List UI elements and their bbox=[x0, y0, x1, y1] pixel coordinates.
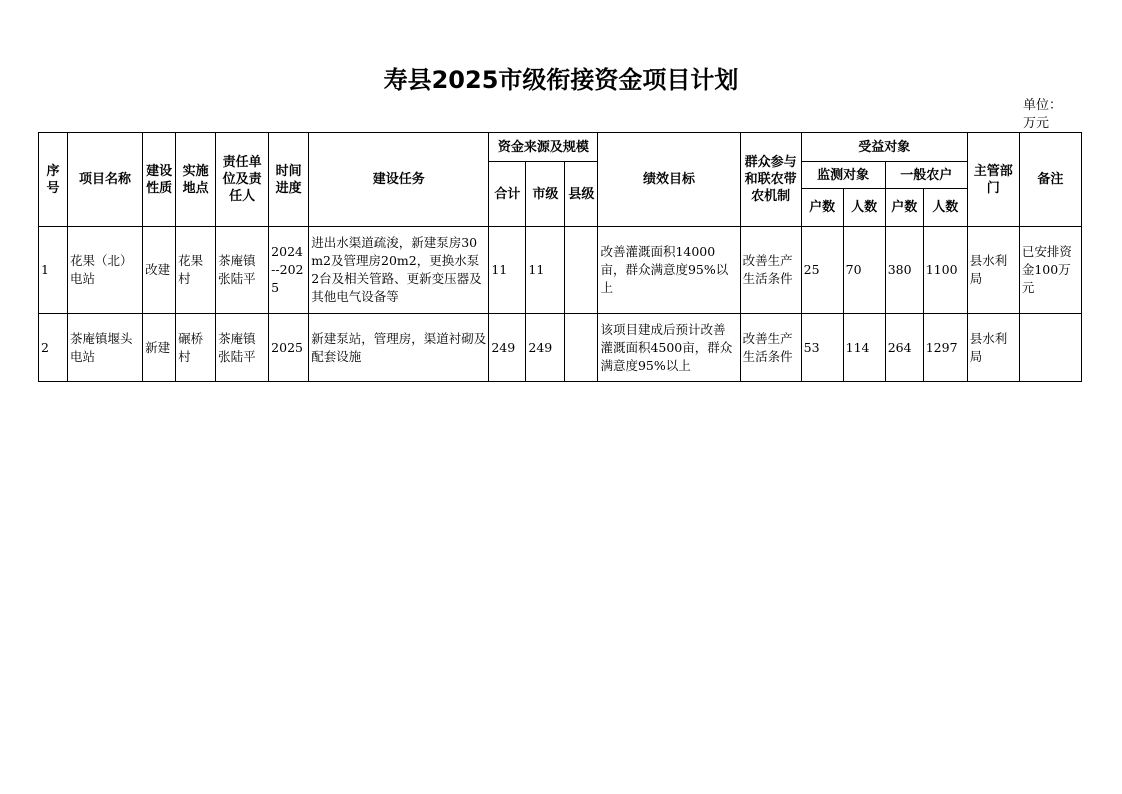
cell-general-people: 1297 bbox=[923, 314, 967, 382]
cell-monitor-people: 70 bbox=[843, 227, 885, 314]
cell-seq: 1 bbox=[39, 227, 68, 314]
cell-schedule: 2024--2025 bbox=[269, 227, 309, 314]
header-remark: 备注 bbox=[1019, 133, 1081, 227]
header-monitor: 监测对象 bbox=[801, 162, 885, 189]
cell-goal: 改善灌溉面积14000亩，群众满意度95%以上 bbox=[598, 227, 740, 314]
cell-total: 11 bbox=[489, 227, 526, 314]
cell-monitor-households: 53 bbox=[801, 314, 843, 382]
cell-general-people: 1100 bbox=[923, 227, 967, 314]
cell-task: 新建泵站，管理房，渠道衬砌及配套设施 bbox=[309, 314, 489, 382]
cell-general-households: 264 bbox=[885, 314, 923, 382]
header-county: 县级 bbox=[565, 162, 598, 227]
header-funding: 资金来源及规模 bbox=[489, 133, 598, 162]
header-goal: 绩效目标 bbox=[598, 133, 740, 227]
cell-county bbox=[565, 227, 598, 314]
cell-name: 茶庵镇堰头电站 bbox=[68, 314, 143, 382]
cell-task: 进出水渠道疏浚，新建泵房30m2及管理房20m2，更换水泵2台及相关管路、更新变压器及其他电气设备等 bbox=[309, 227, 489, 314]
header-monitor-people: 人数 bbox=[843, 189, 885, 227]
header-nature: 建设性质 bbox=[143, 133, 176, 227]
cell-monitor-households: 25 bbox=[801, 227, 843, 314]
header-dept: 主管部门 bbox=[967, 133, 1019, 227]
header-general: 一般农户 bbox=[885, 162, 967, 189]
cell-remark bbox=[1019, 314, 1081, 382]
page-title: 寿县2025市级衔接资金项目计划 bbox=[383, 66, 739, 94]
cell-location: 碾桥村 bbox=[176, 314, 216, 382]
cell-responsible: 茶庵镇张陆平 bbox=[216, 227, 269, 314]
header-beneficiary: 受益对象 bbox=[801, 133, 967, 162]
header-monitor-households: 户数 bbox=[801, 189, 843, 227]
header-task: 建设任务 bbox=[309, 133, 489, 227]
cell-general-households: 380 bbox=[885, 227, 923, 314]
cell-goal: 该项目建成后预计改善灌溉面积4500亩，群众满意度95%以上 bbox=[598, 314, 740, 382]
header-city: 市级 bbox=[526, 162, 565, 227]
header-general-people: 人数 bbox=[923, 189, 967, 227]
cell-mechanism: 改善生产生活条件 bbox=[740, 227, 801, 314]
cell-nature: 新建 bbox=[143, 314, 176, 382]
header-schedule: 时间进度 bbox=[269, 133, 309, 227]
cell-mechanism: 改善生产生活条件 bbox=[740, 314, 801, 382]
cell-total: 249 bbox=[489, 314, 526, 382]
project-plan-table bbox=[38, 132, 1082, 382]
header-total: 合计 bbox=[489, 162, 526, 227]
unit-label: 单位：万元 bbox=[1023, 98, 1063, 131]
cell-location: 花果村 bbox=[176, 227, 216, 314]
cell-city: 249 bbox=[526, 314, 565, 382]
header-mechanism: 群众参与和联农带农机制 bbox=[740, 133, 801, 227]
cell-name: 花果（北）电站 bbox=[68, 227, 143, 314]
cell-county bbox=[565, 314, 598, 382]
header-general-households: 户数 bbox=[885, 189, 923, 227]
table-row bbox=[39, 314, 1082, 382]
cell-responsible: 茶庵镇张陆平 bbox=[216, 314, 269, 382]
header-location: 实施地点 bbox=[176, 133, 216, 227]
cell-city: 11 bbox=[526, 227, 565, 314]
cell-nature: 改建 bbox=[143, 227, 176, 314]
cell-seq: 2 bbox=[39, 314, 68, 382]
cell-dept: 县水利局 bbox=[967, 227, 1019, 314]
header-seq: 序号 bbox=[39, 133, 68, 227]
cell-dept: 县水利局 bbox=[967, 314, 1019, 382]
header-name: 项目名称 bbox=[68, 133, 143, 227]
header-responsible: 责任单位及责任人 bbox=[216, 133, 269, 227]
cell-schedule: 2025 bbox=[269, 314, 309, 382]
cell-remark: 已安排资金100万元 bbox=[1019, 227, 1081, 314]
table-row bbox=[39, 227, 1082, 314]
cell-monitor-people: 114 bbox=[843, 314, 885, 382]
